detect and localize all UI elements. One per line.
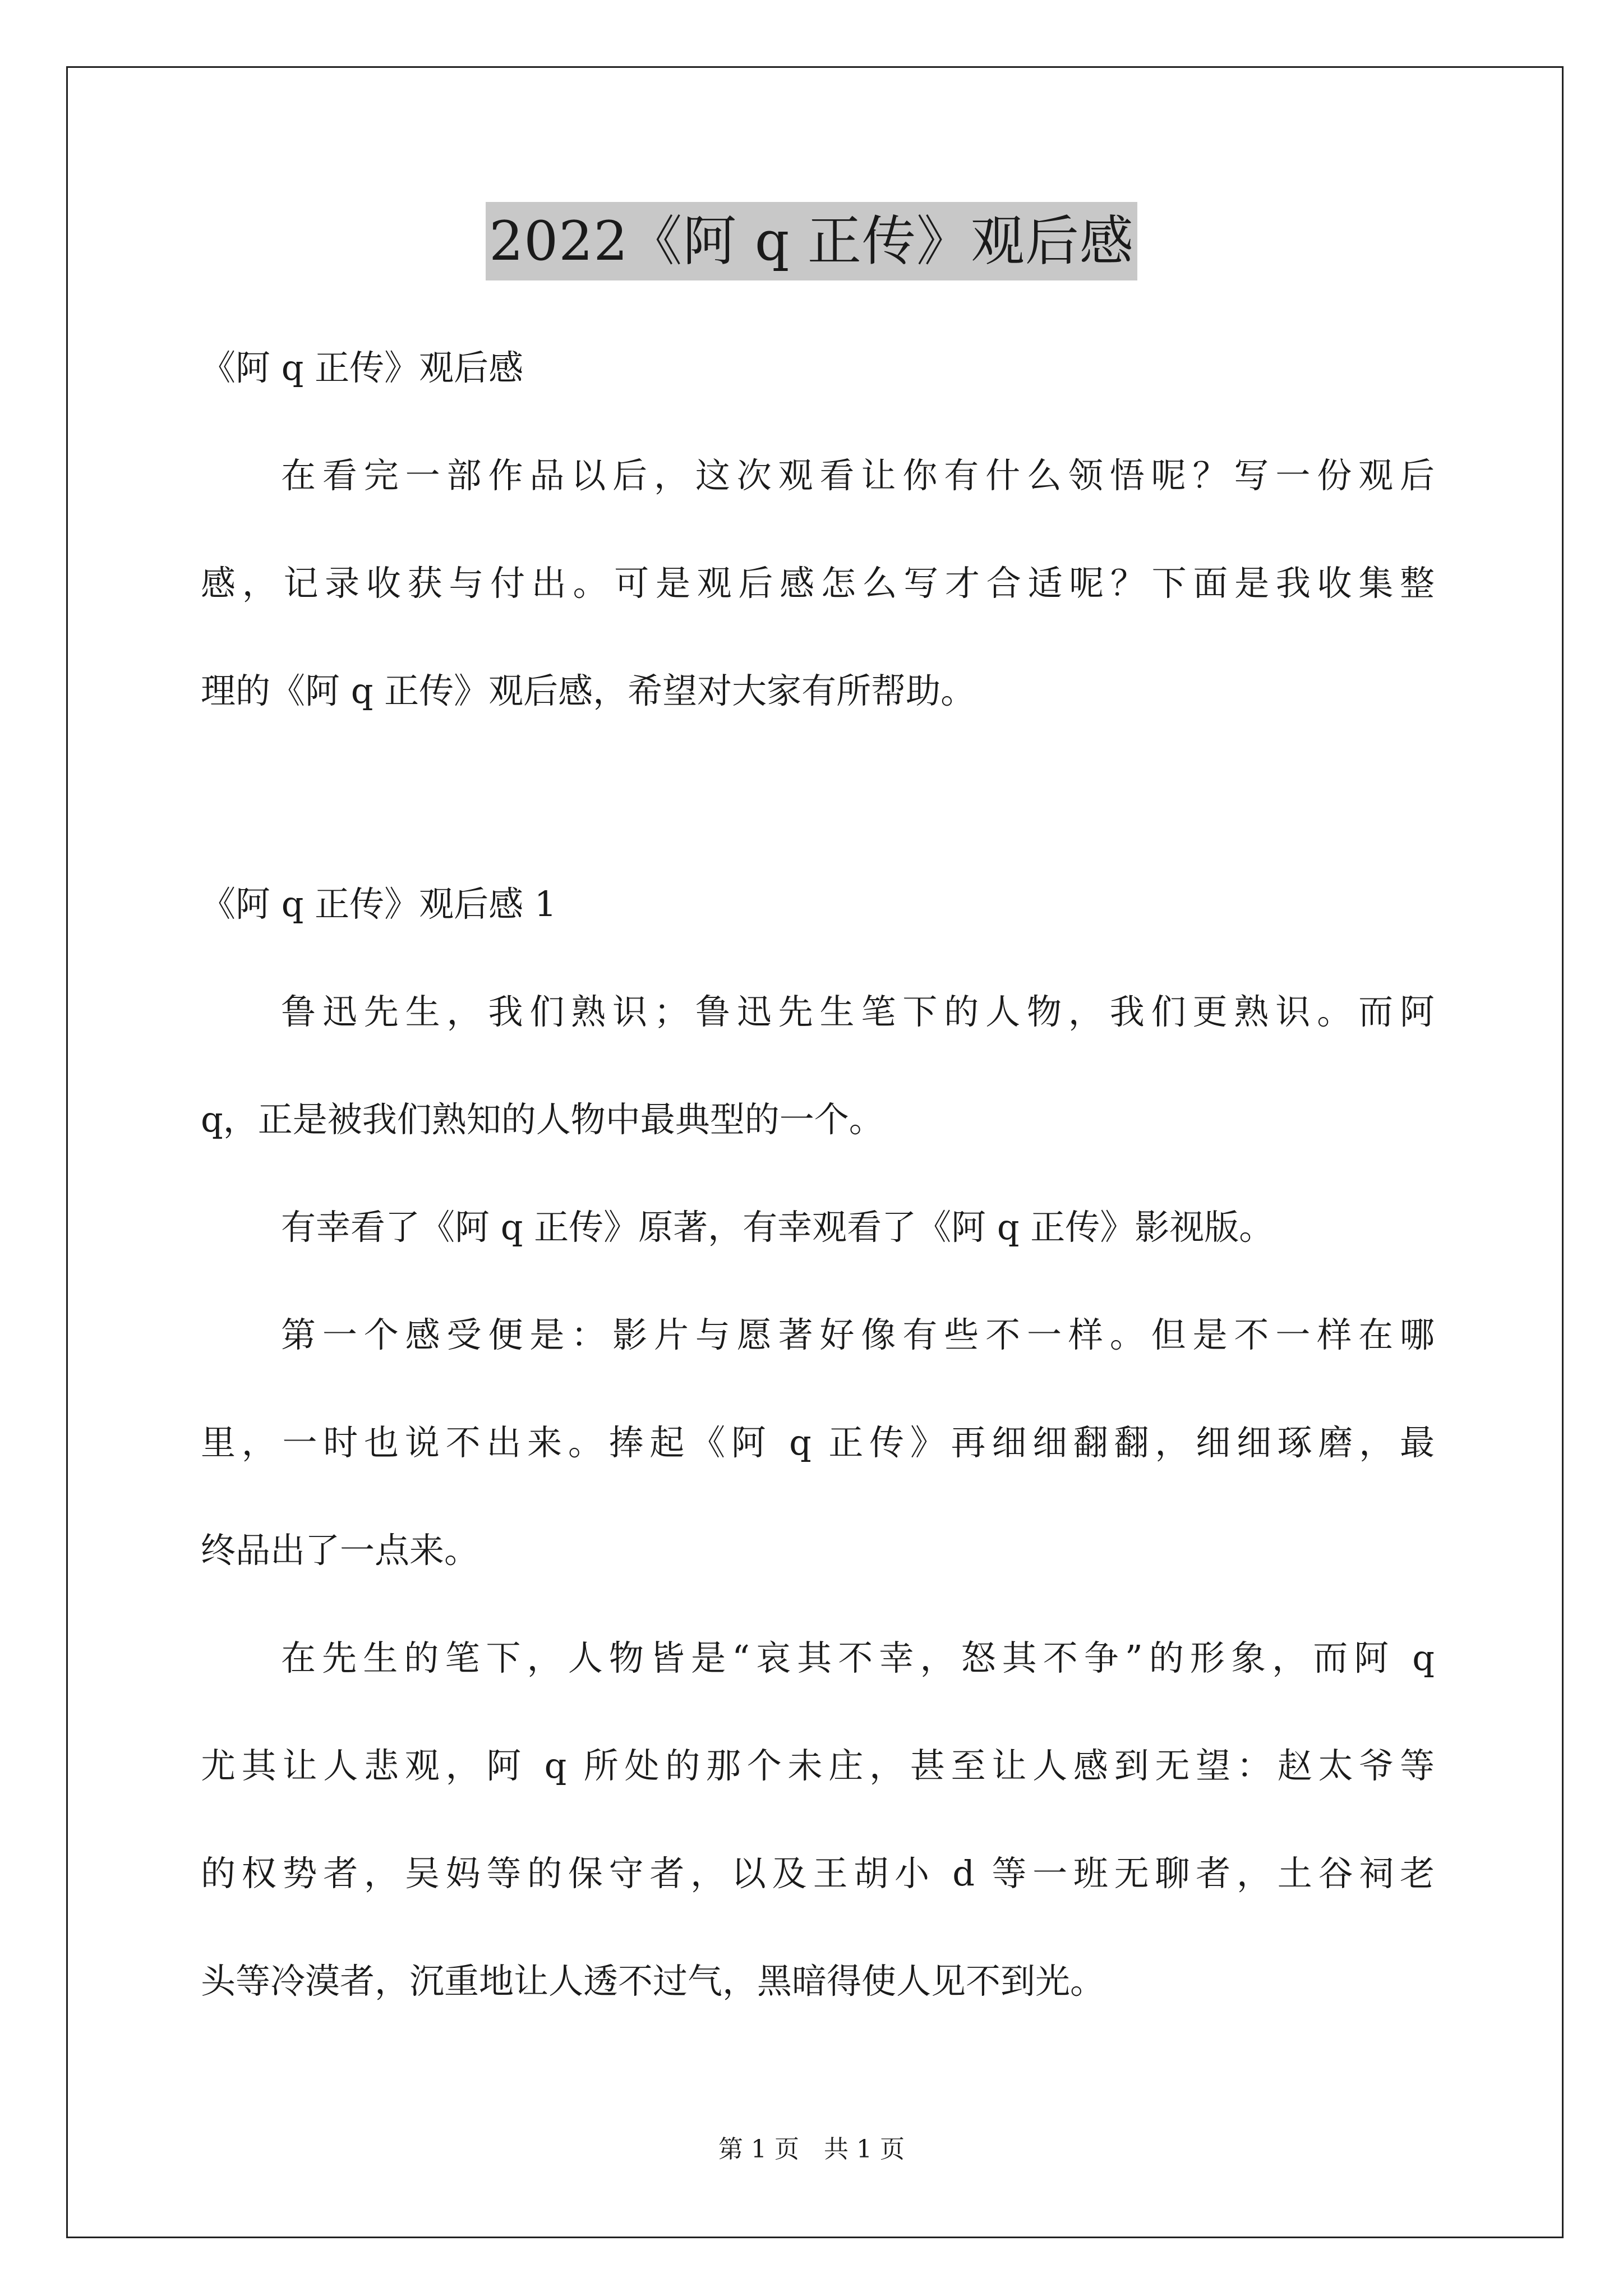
paragraph: [201, 1281, 1435, 1604]
text-line: 理的《阿 q 正传》观后感，希望对大家有所帮助。: [201, 670, 976, 711]
text-line: 在看完一部作品以后，这次观看让你有什么领悟呢？写一份观后: [281, 455, 1435, 496]
text-line: q，正是被我们熟知的人物中最典型的一个。: [201, 1099, 884, 1140]
title-wrap: [0, 202, 1623, 280]
text-line: 第一个感受便是：影片与愿著好像有些不一样。但是不一样在哪: [281, 1314, 1435, 1355]
text-line: 尤其让人悲观，阿 q 所处的那个未庄，甚至让人感到无望：赵太爷等: [201, 1745, 1435, 1786]
page-footer: 第 1 页 共 1 页: [718, 2135, 905, 2164]
intro-heading: 《阿 q 正传》观后感: [201, 347, 524, 388]
document-body: [201, 314, 1435, 2035]
text-line: 里，一时也说不出来。捧起《阿 q 正传》再细细翻翻，细细琢磨，最: [201, 1422, 1435, 1463]
section-spacer: [201, 745, 1435, 850]
document-title: 2022《阿 q 正传》观后感: [486, 202, 1137, 280]
text-line: 鲁迅先生，我们熟识；鲁迅先生笔下的人物，我们更熟识。而阿: [281, 991, 1435, 1032]
intro-paragraph: [201, 422, 1435, 745]
paragraph: [201, 958, 1435, 1174]
text-line: 终品出了一点来。: [201, 1530, 479, 1571]
text-line: 在先生的笔下，人物皆是“哀其不幸，怒其不争”的形象，而阿 q: [281, 1637, 1435, 1678]
text-line: 有幸看了《阿 q 正传》原著，有幸观看了《阿 q 正传》影视版。: [281, 1207, 1274, 1248]
text-line: 的权势者，吴妈等的保守者，以及王胡小 d 等一班无聊者，土谷祠老: [201, 1853, 1435, 1894]
paragraph: [201, 1174, 1435, 1281]
section-heading: 《阿 q 正传》观后感 1: [201, 884, 557, 924]
text-line: 头等冷漠者，沉重地让人透不过气，黑暗得使人见不到光。: [201, 1961, 1105, 2001]
paragraph: [201, 1604, 1435, 2035]
text-line: 感，记录收获与付出。可是观后感怎么写才合适呢？下面是我收集整: [201, 563, 1435, 604]
